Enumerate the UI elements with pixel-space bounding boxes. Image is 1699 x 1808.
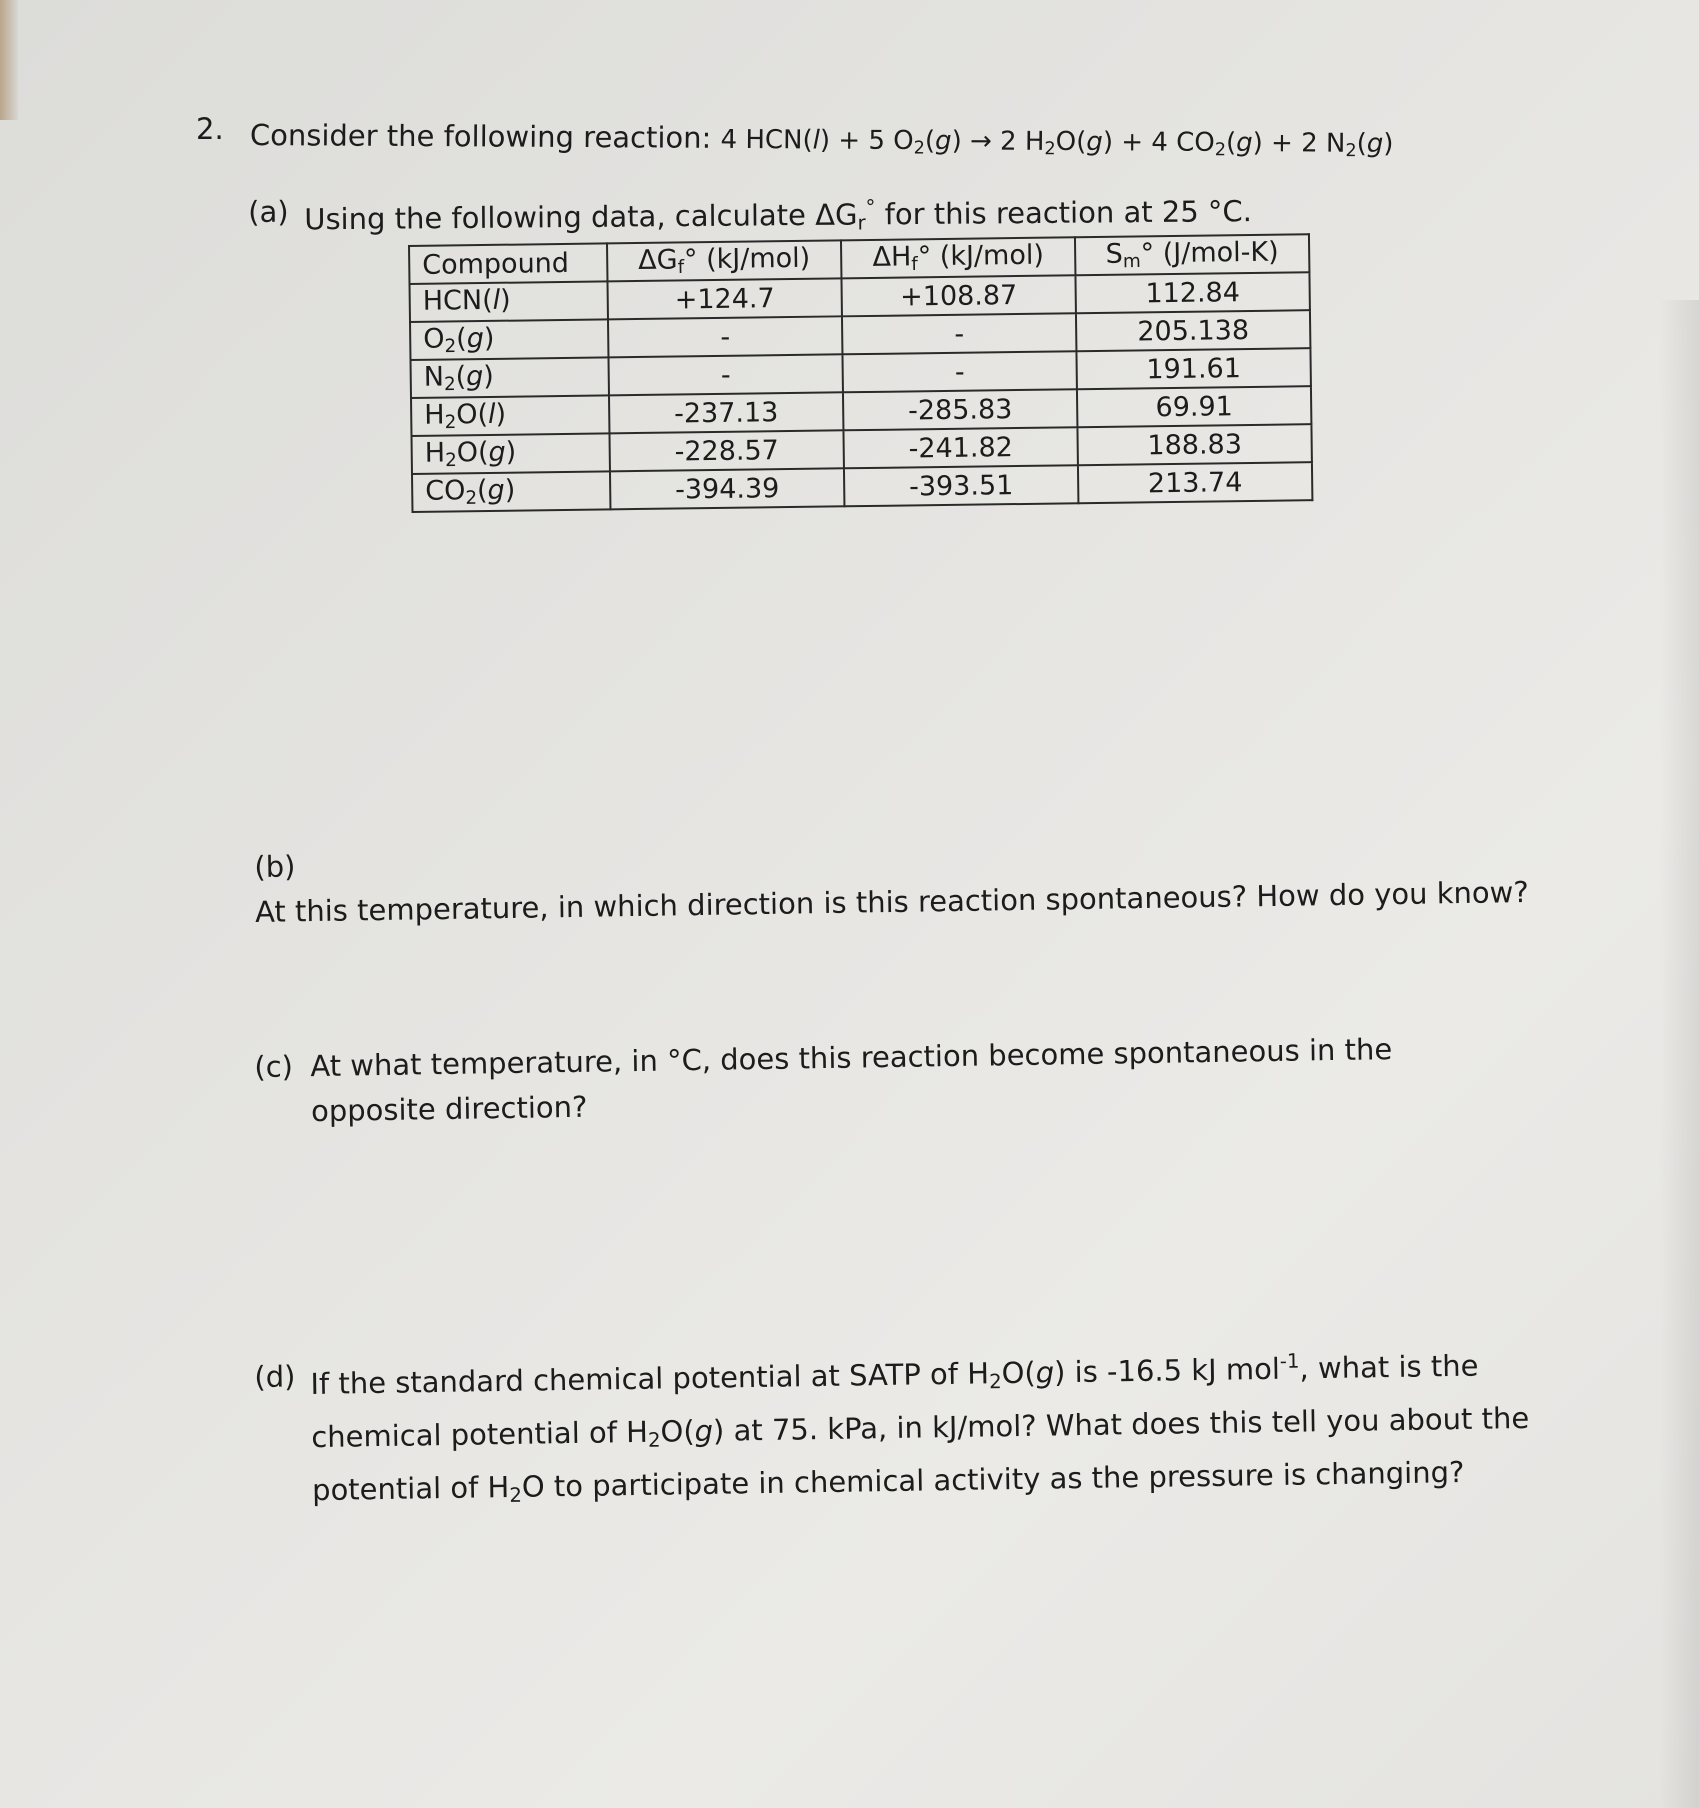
cell-dh: -241.82 — [843, 427, 1077, 468]
question-intro — [250, 118, 1394, 161]
part-b-label: (b) — [254, 849, 296, 884]
part-a-label: (a) — [248, 194, 289, 229]
page-edge-shadow — [1659, 300, 1699, 1808]
header-s: $S_m^\circ$ (J/mol-K) — [1075, 234, 1309, 275]
cell-compound: $O_2(g)$ — [410, 319, 608, 360]
thermo-data-table — [408, 233, 1313, 513]
header-dh: $\Delta H_f^\circ$ (kJ/mol) — [841, 237, 1075, 278]
question-intro-text: Consider the following reaction: — [249, 118, 712, 155]
cell-s: 112.84 — [1075, 272, 1309, 313]
part-a-text: Using the following data, calculate $\Delta G_r^\circ$ for this reaction at 25 °C. — [304, 194, 1253, 237]
cell-s: 213.74 — [1078, 462, 1312, 503]
part-b — [254, 825, 1555, 935]
cell-dh: +108.87 — [841, 275, 1075, 316]
part-d-text: If the standard chemical potential at SATP of $H_2O(g)$ is -16.5 kJ mol$^{-1}$, what is the chemical potential of $H_2O(g)$ at 75. kPa, in kJ/mol? What does this tell you about the potential of $H_2O$ to participate in chemical activity as the pressure is changing? — [310, 1348, 1530, 1507]
reaction-equation: 4 HCN(l) + 5 $O_2(g) \to 2$ $H_2O(g) + 4$ $CO_2(g) + 2$ $N_2(g)$ — [720, 124, 1394, 162]
cell-compound: $H_2O(l)$ — [411, 395, 609, 436]
part-c — [254, 1025, 1515, 1135]
cell-dg: +124.7 — [607, 278, 841, 319]
part-c-label: (c) — [254, 1049, 294, 1084]
cell-s: 205.138 — [1076, 310, 1310, 351]
cell-compound: $CO_2(g)$ — [412, 471, 610, 512]
cell-compound: $H_2O(g)$ — [412, 433, 610, 474]
cell-dg: -228.57 — [609, 430, 843, 471]
cell-compound: HCN(l) — [410, 281, 608, 322]
cell-dh: -393.51 — [844, 465, 1078, 506]
part-c-text: At what temperature, in °C, does this reaction become spontaneous in the opposite direction? — [310, 1032, 1393, 1129]
reaction-arrow: → — [969, 126, 992, 157]
header-dg: $\Delta G_f^\circ$ (kJ/mol) — [607, 240, 841, 281]
cell-dh: -285.83 — [843, 389, 1077, 430]
cell-s: 191.61 — [1076, 348, 1310, 389]
part-d — [254, 1334, 1576, 1521]
cell-s: 69.91 — [1077, 386, 1311, 427]
part-b-text: At this temperature, in which direction is this reaction spontaneous? How do you know? — [254, 874, 1529, 929]
cell-dh: - — [842, 351, 1076, 392]
page-corner-shadow — [0, 0, 18, 120]
cell-dg: - — [608, 316, 842, 357]
cell-s: 188.83 — [1077, 424, 1311, 465]
question-number: 2. — [196, 112, 224, 146]
cell-dg: -237.13 — [609, 392, 843, 433]
cell-dh: - — [842, 313, 1076, 354]
cell-dg: -394.39 — [610, 468, 844, 509]
part-d-label: (d) — [254, 1359, 296, 1394]
header-compound: Compound — [409, 243, 607, 284]
cell-compound: $N_2(g)$ — [411, 357, 609, 398]
cell-dg: - — [608, 354, 842, 395]
